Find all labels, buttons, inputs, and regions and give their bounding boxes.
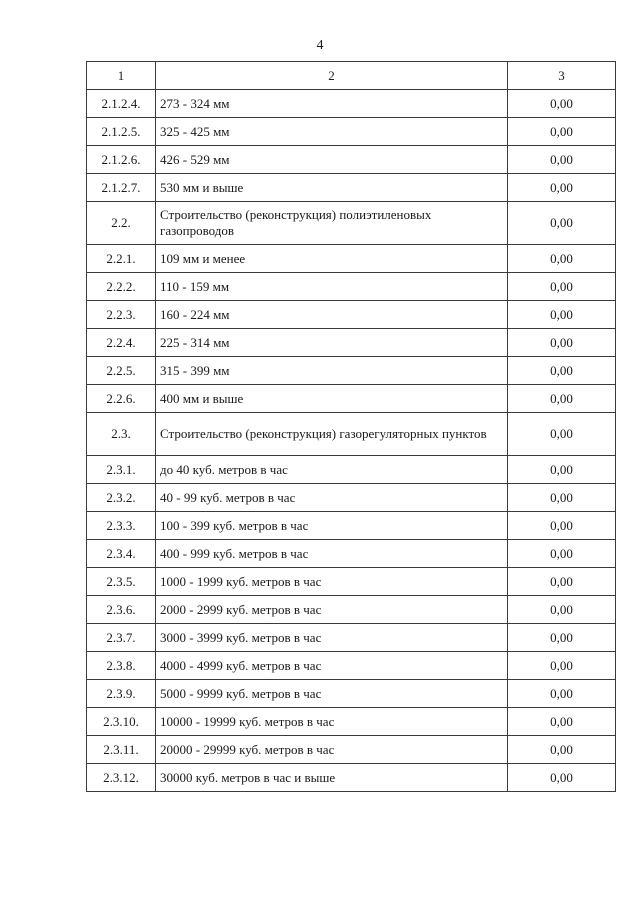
row-value-cell: 0,00 bbox=[508, 680, 616, 708]
row-number-cell: 2.2.4. bbox=[87, 329, 156, 357]
row-number-cell: 2.1.2.4. bbox=[87, 90, 156, 118]
row-number-cell: 2.2.2. bbox=[87, 273, 156, 301]
row-number-cell: 2.2.5. bbox=[87, 357, 156, 385]
table-row bbox=[87, 301, 616, 329]
table-header-row bbox=[87, 62, 616, 90]
table-row bbox=[87, 357, 616, 385]
row-number-cell: 2.3.2. bbox=[87, 484, 156, 512]
table-row bbox=[87, 456, 616, 484]
tariff-table bbox=[86, 61, 616, 792]
row-description-cell: 2000 - 2999 куб. метров в час bbox=[156, 596, 508, 624]
table-row bbox=[87, 413, 616, 456]
row-description-cell: 100 - 399 куб. метров в час bbox=[156, 512, 508, 540]
row-description-cell: 5000 - 9999 куб. метров в час bbox=[156, 680, 508, 708]
table-row bbox=[87, 329, 616, 357]
row-description-cell: 273 - 324 мм bbox=[156, 90, 508, 118]
table-row bbox=[87, 680, 616, 708]
row-value-cell: 0,00 bbox=[508, 146, 616, 174]
row-number-cell: 2.3.3. bbox=[87, 512, 156, 540]
row-value-cell: 0,00 bbox=[508, 202, 616, 245]
row-description-cell: 40 - 99 куб. метров в час bbox=[156, 484, 508, 512]
row-description-cell: 315 - 399 мм bbox=[156, 357, 508, 385]
row-description-cell: 3000 - 3999 куб. метров в час bbox=[156, 624, 508, 652]
row-description-cell: 30000 куб. метров в час и выше bbox=[156, 764, 508, 792]
row-value-cell: 0,00 bbox=[508, 624, 616, 652]
table-row bbox=[87, 708, 616, 736]
row-value-cell: 0,00 bbox=[508, 708, 616, 736]
column-header: 2 bbox=[156, 62, 508, 90]
row-description-cell: 20000 - 29999 куб. метров в час bbox=[156, 736, 508, 764]
row-number-cell: 2.1.2.7. bbox=[87, 174, 156, 202]
row-number-cell: 2.3.4. bbox=[87, 540, 156, 568]
row-value-cell: 0,00 bbox=[508, 245, 616, 273]
column-header: 3 bbox=[508, 62, 616, 90]
table-row bbox=[87, 118, 616, 146]
row-value-cell: 0,00 bbox=[508, 596, 616, 624]
row-value-cell: 0,00 bbox=[508, 273, 616, 301]
row-description-cell: 225 - 314 мм bbox=[156, 329, 508, 357]
row-description-cell: до 40 куб. метров в час bbox=[156, 456, 508, 484]
page-number: 4 bbox=[316, 38, 324, 53]
table-row bbox=[87, 202, 616, 245]
row-description-cell: 160 - 224 мм bbox=[156, 301, 508, 329]
row-number-cell: 2.3.9. bbox=[87, 680, 156, 708]
row-number-cell: 2.3.10. bbox=[87, 708, 156, 736]
table-body bbox=[87, 62, 616, 792]
row-value-cell: 0,00 bbox=[508, 456, 616, 484]
row-number-cell: 2.3.7. bbox=[87, 624, 156, 652]
table-row bbox=[87, 512, 616, 540]
table-row bbox=[87, 764, 616, 792]
row-value-cell: 0,00 bbox=[508, 764, 616, 792]
row-description-cell: 325 - 425 мм bbox=[156, 118, 508, 146]
row-value-cell: 0,00 bbox=[508, 736, 616, 764]
row-value-cell: 0,00 bbox=[508, 413, 616, 456]
table-row bbox=[87, 90, 616, 118]
row-description-cell: 530 мм и выше bbox=[156, 174, 508, 202]
table-row bbox=[87, 568, 616, 596]
row-number-cell: 2.3.5. bbox=[87, 568, 156, 596]
row-value-cell: 0,00 bbox=[508, 329, 616, 357]
table-row bbox=[87, 652, 616, 680]
row-description-cell: 4000 - 4999 куб. метров в час bbox=[156, 652, 508, 680]
row-description-cell: 10000 - 19999 куб. метров в час bbox=[156, 708, 508, 736]
table-row bbox=[87, 596, 616, 624]
row-value-cell: 0,00 bbox=[508, 357, 616, 385]
row-description-cell: 1000 - 1999 куб. метров в час bbox=[156, 568, 508, 596]
row-value-cell: 0,00 bbox=[508, 90, 616, 118]
table-row bbox=[87, 736, 616, 764]
row-number-cell: 2.3.8. bbox=[87, 652, 156, 680]
table-row bbox=[87, 484, 616, 512]
row-value-cell: 0,00 bbox=[508, 568, 616, 596]
row-description-cell: 110 - 159 мм bbox=[156, 273, 508, 301]
row-number-cell: 2.2.6. bbox=[87, 385, 156, 413]
table-row bbox=[87, 385, 616, 413]
row-number-cell: 2.3.12. bbox=[87, 764, 156, 792]
row-number-cell: 2.2.3. bbox=[87, 301, 156, 329]
row-description-cell: Строительство (реконструкция) газорегуляторных пунктов bbox=[156, 413, 508, 456]
row-description-cell: Строительство (реконструкция) полиэтиленовых газопроводов bbox=[156, 202, 508, 245]
row-value-cell: 0,00 bbox=[508, 652, 616, 680]
table-row bbox=[87, 540, 616, 568]
row-number-cell: 2.2.1. bbox=[87, 245, 156, 273]
row-value-cell: 0,00 bbox=[508, 118, 616, 146]
table-row bbox=[87, 245, 616, 273]
row-value-cell: 0,00 bbox=[508, 512, 616, 540]
table-row bbox=[87, 174, 616, 202]
row-number-cell: 2.3.11. bbox=[87, 736, 156, 764]
row-number-cell: 2.3.1. bbox=[87, 456, 156, 484]
row-value-cell: 0,00 bbox=[508, 484, 616, 512]
table-row bbox=[87, 273, 616, 301]
row-number-cell: 2.3.6. bbox=[87, 596, 156, 624]
row-value-cell: 0,00 bbox=[508, 385, 616, 413]
row-description-cell: 426 - 529 мм bbox=[156, 146, 508, 174]
row-description-cell: 109 мм и менее bbox=[156, 245, 508, 273]
row-value-cell: 0,00 bbox=[508, 174, 616, 202]
row-number-cell: 2.1.2.5. bbox=[87, 118, 156, 146]
column-header: 1 bbox=[87, 62, 156, 90]
row-number-cell: 2.3. bbox=[87, 413, 156, 456]
table-row bbox=[87, 624, 616, 652]
row-value-cell: 0,00 bbox=[508, 301, 616, 329]
row-description-cell: 400 мм и выше bbox=[156, 385, 508, 413]
table-row bbox=[87, 146, 616, 174]
row-number-cell: 2.1.2.6. bbox=[87, 146, 156, 174]
row-value-cell: 0,00 bbox=[508, 540, 616, 568]
row-number-cell: 2.2. bbox=[87, 202, 156, 245]
row-description-cell: 400 - 999 куб. метров в час bbox=[156, 540, 508, 568]
